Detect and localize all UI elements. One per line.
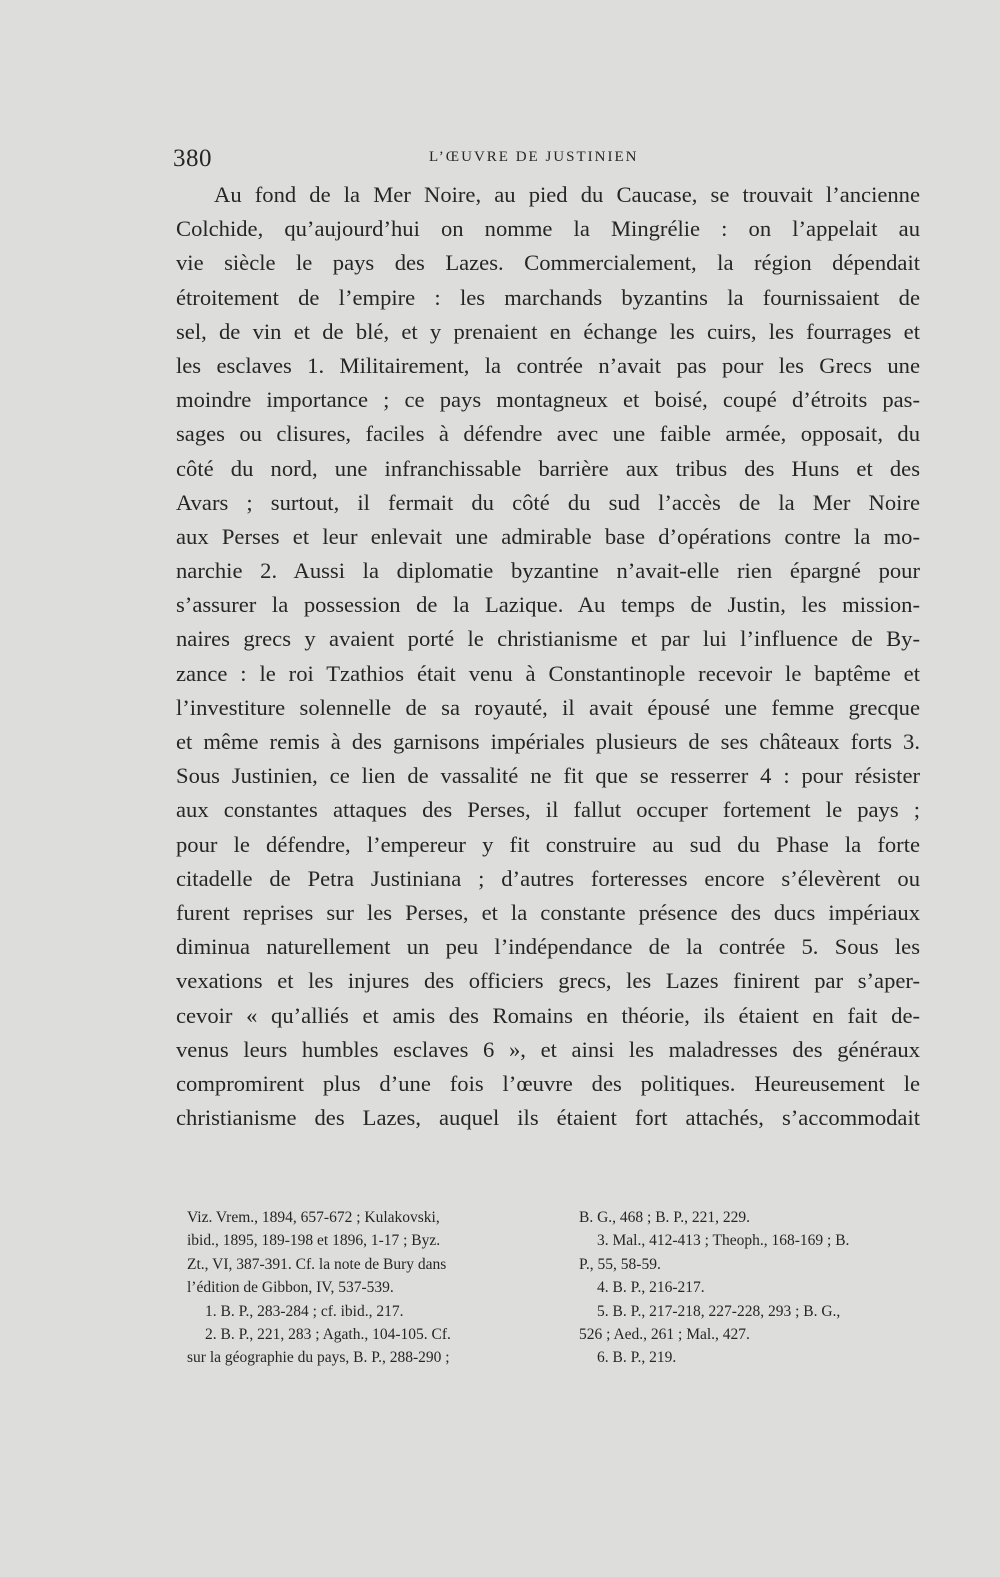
footnote-line: P., 55, 58-59.	[579, 1255, 661, 1273]
text-line: et même remis à des garnisons impériales plusieurs de ses châteaux forts 3.	[176, 729, 920, 754]
text-line: citadelle de Petra Justiniana ; d’autres forteresses encore s’élevèrent ou	[176, 865, 920, 891]
text-line: étroitement de l’empire : les marchands byzantins la fournissaient de	[176, 284, 920, 310]
page-header	[173, 143, 920, 177]
text-line: côté du nord, une infranchissable barrière aux tribus des Huns et des	[176, 455, 920, 481]
footnote-line: l’édition de Gibbon, IV, 537-539.	[187, 1279, 394, 1297]
footnotes-left-column	[187, 1206, 532, 1370]
text-line: vexations et les injures des officiers grecs, les Lazes finirent par s’aper-	[176, 968, 920, 994]
footnote-line: 526 ; Aed., 261 ; Mal., 427.	[579, 1325, 750, 1343]
text-line: diminua naturellement un peu l’indépendance de la contrée 5. Sous les	[176, 934, 920, 960]
footnote-line: 3. Mal., 412-413 ; Theoph., 168-169 ; B.	[597, 1232, 850, 1250]
main-text	[176, 178, 920, 1135]
text-line: zance : le roi Tzathios était venu à Constantinople recevoir le baptême et	[176, 660, 920, 686]
text-line: moindre importance ; ce pays montagneux et boisé, coupé d’étroits pas-	[176, 387, 920, 413]
footnote-line: Zt., VI, 387-391. Cf. la note de Bury dans	[187, 1255, 447, 1273]
footnote-line: B. G., 468 ; B. P., 221, 229.	[579, 1209, 750, 1226]
text-line: Colchide, qu’aujourd’hui on nomme la Mingrélie : on l’appelait au	[176, 216, 920, 242]
footnote-line: 2. B. P., 221, 283 ; Agath., 104-105. Cf.	[205, 1325, 451, 1343]
text-line: christianisme des Lazes, auquel ils étaient fort attachés, s’accommodait	[176, 1105, 920, 1131]
footnotes-right-column	[579, 1206, 929, 1370]
running-head: L’ŒUVRE DE JUSTINIEN	[429, 149, 639, 165]
text-line: Sous Justinien, ce lien de vassalité ne fit que se resserrer 4 : pour résister	[176, 763, 920, 789]
text-line: aux constantes attaques des Perses, il fallut occuper fortement le pays ;	[176, 797, 920, 823]
text-line: Au fond de la Mer Noire, au pied du Caucase, se trouvait l’ancienne	[214, 182, 920, 207]
page-number: 380	[173, 145, 212, 172]
footnote-line: ibid., 1895, 189-198 et 1896, 1-17 ; Byz.	[187, 1232, 441, 1250]
text-line: cevoir « qu’alliés et amis des Romains en théorie, ils étaient en fait de-	[176, 1002, 920, 1028]
text-line: furent reprises sur les Perses, et la constante présence des ducs impériaux	[176, 899, 920, 925]
text-line: l’investiture solennelle de sa royauté, il avait épousé une femme grecque	[176, 694, 920, 720]
text-line: pour le défendre, l’empereur y fit construire au sud du Phase la forte	[176, 831, 920, 857]
footnote-line: 6. B. P., 219.	[597, 1349, 677, 1367]
text-line: naires grecs y avaient porté le christianisme et par lui l’influence de By-	[176, 626, 920, 652]
footnote-line: 1. B. P., 283-284 ; cf. ibid., 217.	[205, 1302, 404, 1320]
text-line: aux Perses et leur enlevait une admirable base d’opérations contre la mo-	[176, 523, 920, 549]
text-line: sages ou clisures, faciles à défendre avec une faible armée, opposait, du	[176, 421, 920, 447]
footnote-line: sur la géographie du pays, B. P., 288-290 ;	[187, 1349, 450, 1367]
text-line: venus leurs humbles esclaves 6 », et ainsi les maladresses des généraux	[176, 1036, 920, 1062]
text-line: Avars ; surtout, il fermait du côté du sud l’accès de la Mer Noire	[176, 489, 920, 515]
text-line: les esclaves 1. Militairement, la contrée n’avait pas pour les Grecs une	[176, 352, 920, 378]
footnote-line: Viz. Vrem., 1894, 657-672 ; Kulakovski,	[187, 1209, 440, 1226]
text-line: sel, de vin et de blé, et y prenaient en échange les cuirs, les fourrages et	[176, 318, 920, 344]
text-line: narchie 2. Aussi la diplomatie byzantine n’avait-elle rien épargné pour	[176, 558, 920, 584]
text-line: vie siècle le pays des Lazes. Commercialement, la région dépendait	[176, 250, 920, 276]
text-line: compromirent plus d’une fois l’œuvre des politiques. Heureusement le	[176, 1070, 920, 1096]
text-line: s’assurer la possession de la Lazique. Au temps de Justin, les mission-	[176, 592, 920, 618]
footnote-line: 4. B. P., 216-217.	[597, 1279, 705, 1297]
footnote-line: 5. B. P., 217-218, 227-228, 293 ; B. G.,	[597, 1302, 841, 1320]
